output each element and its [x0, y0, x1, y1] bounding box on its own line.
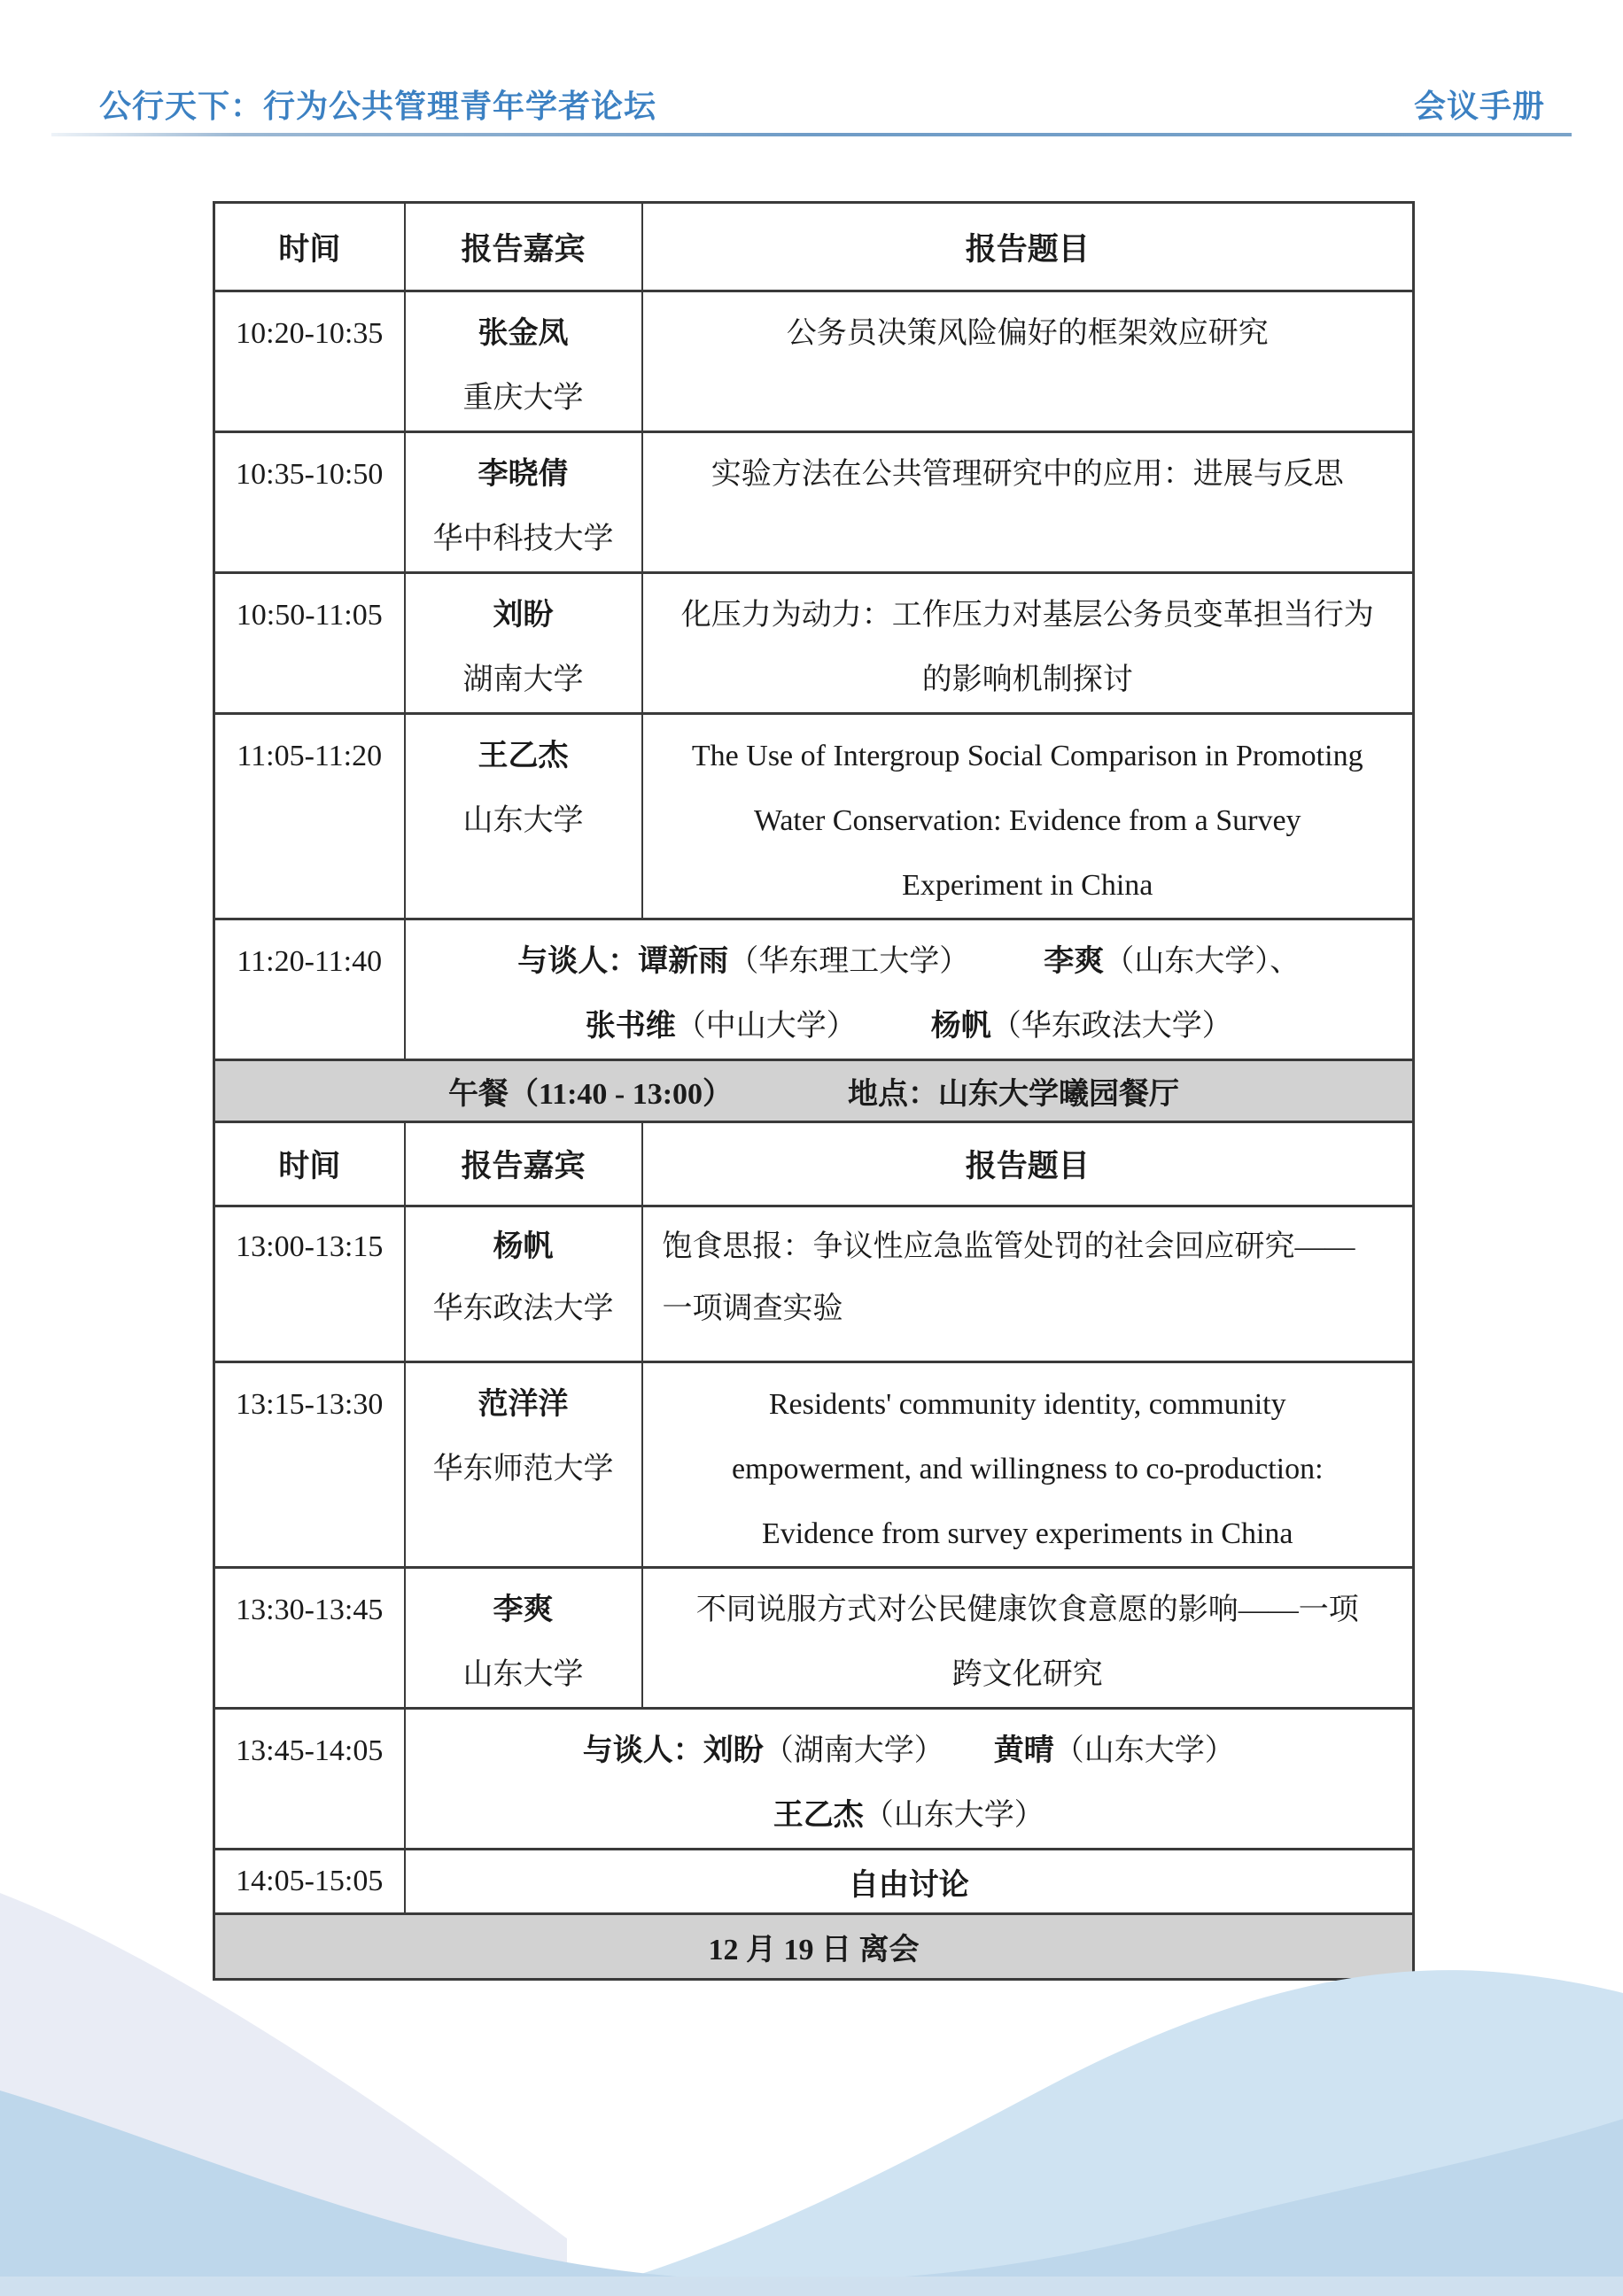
discussant-name: 刘盼 — [703, 1734, 764, 1767]
talk-title-line: 实验方法在公共管理研究中的应用：进展与反思 — [711, 458, 1344, 491]
talk-title-line: 化压力为动力：工作压力对基层公务员变革担当行为 — [680, 599, 1374, 632]
table-header-row — [214, 203, 1414, 291]
speaker-cell — [405, 1206, 642, 1362]
speaker-univ: 华中科技大学 — [432, 523, 614, 555]
title-cell — [642, 432, 1414, 573]
table-header-row — [214, 1122, 1414, 1206]
speaker-name: 王乙杰 — [478, 740, 569, 772]
discussant-label: 与谈人： — [582, 1734, 703, 1767]
col-header-time: 时间 — [214, 203, 405, 291]
speaker-cell — [405, 714, 642, 919]
talk-title-line: 跨文化研究 — [951, 1658, 1103, 1691]
session-row — [214, 573, 1414, 714]
speaker-name: 杨帆 — [493, 1230, 554, 1263]
lunch-row — [214, 1060, 1414, 1122]
time-value: 11:05-11:20 — [237, 740, 383, 772]
session-row — [214, 714, 1414, 919]
discussants-line — [415, 1718, 1404, 1783]
speaker-name: 张金凤 — [478, 317, 569, 350]
time-cell — [214, 1206, 405, 1362]
title-cell — [642, 573, 1414, 714]
time-cell — [214, 1709, 405, 1850]
talk-title-line: 饱食思报：争议性应急监管处罚的社会回应研究—— — [662, 1230, 1355, 1263]
discussant-univ: （山东大学）、 — [1104, 945, 1301, 978]
speaker-name: 李爽 — [493, 1594, 554, 1626]
header-divider — [51, 133, 1572, 136]
time-cell — [214, 432, 405, 573]
schedule-table — [213, 201, 1415, 1981]
col-header-speaker: 报告嘉宾 — [405, 203, 642, 291]
session-row — [214, 291, 1414, 432]
discussant-univ: （中山大学） — [675, 1010, 857, 1043]
discussant-univ: （山东大学） — [1053, 1734, 1235, 1767]
session-row — [214, 1362, 1414, 1568]
discussant-name: 黄晴 — [993, 1734, 1054, 1767]
speaker-name: 李晓倩 — [478, 458, 569, 491]
talk-title-line: 不同说服方式对公民健康饮食意愿的影响——一项 — [695, 1594, 1359, 1626]
talk-title-line: Residents' community identity, community — [768, 1388, 1286, 1421]
speaker-cell — [405, 432, 642, 573]
session-row — [214, 1568, 1414, 1709]
time-cell — [214, 1568, 405, 1709]
discussants-cell — [405, 1709, 1414, 1850]
talk-title-line: 一项调查实验 — [662, 1292, 843, 1325]
title-cell — [642, 1362, 1414, 1568]
discussant-label: 与谈人： — [517, 945, 639, 978]
time-value: 13:00-13:15 — [236, 1230, 384, 1263]
time-cell — [214, 573, 405, 714]
col-header-speaker: 报告嘉宾 — [405, 1122, 642, 1206]
speaker-univ: 华东政法大学 — [432, 1292, 614, 1325]
speaker-univ: 重庆大学 — [462, 382, 584, 415]
manual-label: 会议手册 — [1413, 88, 1545, 124]
talk-title-line: 公务员决策风险偏好的框架效应研究 — [786, 317, 1269, 350]
forum-title: 公行天下：行为公共管理青年学者论坛 — [99, 88, 657, 124]
discussion-row — [214, 919, 1414, 1060]
speaker-name: 范洋洋 — [478, 1388, 569, 1421]
speaker-cell — [405, 573, 642, 714]
talk-title-line: Evidence from survey experiments in China — [761, 1517, 1293, 1550]
talk-title-line: empowerment, and willingness to co-production: — [731, 1453, 1324, 1485]
talk-title-line: 的影响机制探讨 — [921, 663, 1133, 696]
col-header-title: 报告题目 — [642, 1122, 1414, 1206]
speaker-cell — [405, 291, 642, 432]
title-cell — [642, 1206, 1414, 1362]
free-discussion-label: 自由讨论 — [848, 1868, 969, 1902]
wave-bottom-strip — [0, 2277, 1623, 2296]
departure-label: 12 月 19 日 离会 — [708, 1934, 920, 1966]
discussants-line — [415, 994, 1404, 1059]
bottom-wave-decoration — [0, 1853, 1623, 2296]
title-cell — [642, 714, 1414, 919]
lunch-location: 地点：山东大学曦园餐厅 — [848, 1078, 1180, 1111]
lunch-time: 午餐（11:40 - 13:00） — [447, 1078, 734, 1111]
speaker-univ: 山东大学 — [462, 804, 584, 837]
session-row — [214, 432, 1414, 573]
time-value: 10:20-10:35 — [236, 317, 384, 350]
discussant-name: 杨帆 — [930, 1010, 991, 1043]
speaker-univ: 山东大学 — [462, 1658, 584, 1691]
discussants-line — [415, 1783, 1404, 1848]
talk-title-line: Water Conservation: Evidence from a Survey — [753, 804, 1301, 837]
time-value: 10:50-11:05 — [236, 599, 383, 632]
speaker-cell — [405, 1362, 642, 1568]
page-header — [99, 81, 1545, 127]
time-value: 13:45-14:05 — [236, 1734, 384, 1767]
session-row — [214, 1206, 1414, 1362]
time-value: 13:30-13:45 — [236, 1594, 384, 1626]
discussion-row — [214, 1709, 1414, 1850]
talk-title-line: The Use of Intergroup Social Comparison in Promoting — [691, 740, 1363, 772]
discussant-name: 王乙杰 — [773, 1799, 864, 1832]
time-value: 14:05-15:05 — [236, 1865, 384, 1897]
time-value: 13:15-13:30 — [236, 1388, 384, 1421]
time-value: 11:20-11:40 — [237, 945, 383, 978]
discussant-univ: （华东理工大学） — [728, 945, 970, 978]
col-header-title: 报告题目 — [642, 203, 1414, 291]
talk-title-line: Experiment in China — [902, 869, 1153, 902]
discussant-name: 张书维 — [585, 1010, 676, 1043]
speaker-univ: 湖南大学 — [462, 663, 584, 696]
discussant-univ: （山东大学） — [863, 1799, 1044, 1832]
lunch-cell — [214, 1060, 1414, 1122]
time-cell — [214, 919, 405, 1060]
discussant-univ: （华东政法大学） — [990, 1010, 1232, 1043]
speaker-cell — [405, 1568, 642, 1709]
time-cell — [214, 1362, 405, 1568]
speaker-univ: 华东师范大学 — [432, 1453, 614, 1485]
discussant-univ: （湖南大学） — [763, 1734, 944, 1767]
title-cell — [642, 1568, 1414, 1709]
discussants-cell — [405, 919, 1414, 1060]
title-cell — [642, 291, 1414, 432]
col-header-time: 时间 — [214, 1122, 405, 1206]
discussants-line — [415, 929, 1404, 994]
discussant-name: 谭新雨 — [638, 945, 729, 978]
speaker-name: 刘盼 — [493, 599, 554, 632]
time-cell — [214, 714, 405, 919]
time-cell — [214, 291, 405, 432]
time-value: 10:35-10:50 — [236, 458, 384, 491]
discussant-name: 李爽 — [1044, 945, 1105, 978]
